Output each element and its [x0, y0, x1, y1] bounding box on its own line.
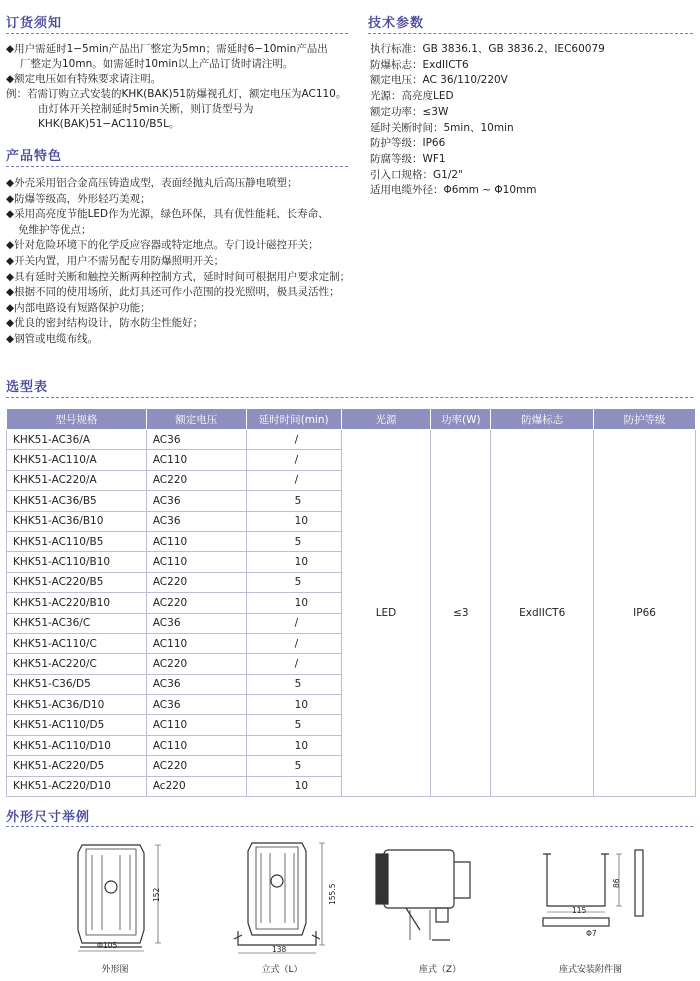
cell-delay: /: [246, 633, 341, 653]
cell-model: KHK51-AC36/B10: [7, 511, 147, 531]
tech-line: 光源：高亮度LED: [370, 90, 454, 103]
cell-delay: /: [246, 613, 341, 633]
ordering-line: 例：若需订购立式安装的KHK(BAK)51防爆视孔灯，额定电压为AC110。: [6, 88, 347, 100]
upright-drawing: [230, 835, 340, 960]
upright-caption: 立式（L）: [261, 965, 303, 975]
mount-height-label: 86: [612, 878, 621, 888]
tech-line: 适用电缆外径：Φ6mm ~ Φ10mm: [370, 184, 537, 197]
tech-divider: [368, 33, 693, 34]
cell-delay: /: [246, 430, 341, 450]
cell-voltage: AC110: [146, 450, 246, 470]
tech-line: 额定电压：AC 36/110/220V: [370, 74, 508, 87]
table-header-row: [7, 409, 696, 430]
ordering-line: ◆用户需延时1−5min产品出厂整定为5mn；需延时6−10min产品出: [6, 43, 328, 55]
ordering-divider: [6, 33, 348, 34]
tech-title: 技术参数: [368, 16, 425, 31]
tech-line: 防爆标志：ExdIICT6: [370, 58, 469, 71]
cell-voltage: AC110: [146, 531, 246, 551]
cell-delay: 5: [246, 756, 341, 776]
tech-line: 引入口规格：G1/2": [370, 168, 463, 181]
tech-line: 防腐等级：WF1: [370, 152, 446, 165]
cell-voltage: AC36: [146, 430, 246, 450]
cell-model: KHK51-AC220/A: [7, 470, 147, 490]
cell-model: KHK51-AC220/D5: [7, 756, 147, 776]
mount-width-label: 115: [572, 906, 587, 915]
ordering-line: 厂整定为10mn。如需延时10min以上产品订货时请注明。: [20, 58, 294, 70]
feature-item: ◆针对危险环境下的化学反应容器或特定地点。专门设计磁控开关；: [6, 239, 319, 252]
dimensions-divider: [6, 826, 693, 827]
cell-delay: /: [246, 654, 341, 674]
feature-item: ◆优良的密封结构设计，防水防尘性能好；: [6, 317, 204, 330]
ordering-title: 订货须知: [6, 16, 63, 31]
outline-height-label: 152: [152, 887, 161, 902]
cell-ex-mark: ExdIICT6: [491, 430, 594, 797]
features-list: [6, 176, 361, 348]
seated-drawing: [370, 840, 485, 950]
header-voltage: 额定电压: [146, 409, 246, 430]
cell-power: ≤3: [431, 430, 491, 797]
cell-model: KHK51-AC110/D5: [7, 715, 147, 735]
cell-voltage: AC36: [146, 511, 246, 531]
feature-item: ◆防爆等级高，外形轻巧美观；: [6, 192, 151, 205]
outline-width-label: Φ105: [97, 941, 118, 950]
mount-accessory-drawing: [535, 840, 675, 940]
cell-voltage: AC220: [146, 593, 246, 613]
cell-delay: /: [246, 470, 341, 490]
header-ex-mark: 防爆标志: [491, 409, 594, 430]
cell-model: KHK51-AC36/B5: [7, 491, 147, 511]
cell-delay: 10: [246, 552, 341, 572]
selection-divider: [6, 397, 693, 398]
cell-voltage: AC110: [146, 715, 246, 735]
cell-model: KHK51-AC220/B10: [7, 593, 147, 613]
tech-line: 执行标准：GB 3836.1、GB 3836.2、IEC60079: [370, 43, 605, 55]
upright-height-label: 155.5: [328, 883, 337, 905]
cell-model: KHK51-AC110/C: [7, 633, 147, 653]
feature-item: ◆具有延时关断和触控关断两种控制方式，延时时间可根据用户要求定制；: [6, 270, 351, 283]
cell-voltage: AC220: [146, 470, 246, 490]
cell-delay: 5: [246, 572, 341, 592]
selection-title: 选型表: [6, 380, 49, 395]
mount-caption: 座式安装附件图: [558, 965, 622, 975]
cell-model: KHK51-C36/D5: [7, 674, 147, 694]
feature-item: ◆钢管或电缆布线。: [6, 332, 99, 345]
tech-line: 额定功率：≤3W: [370, 105, 449, 118]
outline-caption: 外形图: [101, 965, 129, 975]
cell-model: KHK51-AC110/A: [7, 450, 147, 470]
feature-item: ◆内部电路设有短路保护功能；: [6, 301, 151, 314]
cell-delay: 10: [246, 776, 341, 796]
cell-model: KHK51-AC220/C: [7, 654, 147, 674]
header-power: 功率(W): [431, 409, 491, 430]
tech-line: 防护等级：IP66: [370, 137, 446, 150]
header-model: 型号规格: [7, 409, 147, 430]
feature-item: ◆外壳采用铝合金高压铸造成型，表面经抛丸后高压静电喷塑；: [6, 177, 298, 189]
tech-params: [370, 42, 690, 199]
cell-model: KHK51-AC220/B5: [7, 572, 147, 592]
cell-voltage: AC36: [146, 491, 246, 511]
cell-light: LED: [341, 430, 431, 797]
dimensions-title: 外形尺寸举例: [6, 810, 91, 825]
cell-voltage: AC220: [146, 654, 246, 674]
cell-delay: 5: [246, 674, 341, 694]
cell-delay: 10: [246, 593, 341, 613]
cell-voltage: AC36: [146, 695, 246, 715]
ordering-line: 由灯体开关控制延时5min关断，则订货型号为KHK(BAK)51−AC110/B5L。: [38, 103, 254, 130]
upright-width-label: 138: [272, 945, 287, 954]
cell-delay: 5: [246, 715, 341, 735]
cell-delay: 10: [246, 511, 341, 531]
cell-model: KHK51-AC110/B5: [7, 531, 147, 551]
header-ip: 防护等级: [594, 409, 696, 430]
cell-model: KHK51-AC110/B10: [7, 552, 147, 572]
cell-voltage: AC110: [146, 552, 246, 572]
cell-voltage: AC220: [146, 756, 246, 776]
header-light: 光源: [341, 409, 431, 430]
cell-ip: IP66: [594, 430, 696, 797]
feature-item: ◆根据不同的使用场所，此灯具还可作小范围的投光照明，极具灵活性；: [6, 286, 340, 299]
feature-item: ◆开关内置，用户不需另配专用防爆照明开关；: [6, 254, 225, 267]
cell-delay: 5: [246, 531, 341, 551]
cell-delay: /: [246, 450, 341, 470]
features-divider: [6, 166, 348, 167]
cell-model: KHK51-AC36/C: [7, 613, 147, 633]
cell-voltage: Ac220: [146, 776, 246, 796]
features-title: 产品特色: [6, 149, 63, 164]
mount-hole-label: Φ7: [586, 929, 597, 938]
cell-voltage: AC220: [146, 572, 246, 592]
outline-drawing: [60, 835, 180, 955]
header-delay: 延时时间(min): [246, 409, 341, 430]
feature-item: ◆采用高亮度节能LED作为光源，绿色环保，具有优性能耗、长寿命、: [6, 208, 329, 221]
ordering-notes: [6, 42, 351, 132]
cell-voltage: AC36: [146, 674, 246, 694]
cell-voltage: AC110: [146, 633, 246, 653]
cell-delay: 5: [246, 491, 341, 511]
cell-model: KHK51-AC220/D10: [7, 776, 147, 796]
cell-model: KHK51-AC36/D10: [7, 695, 147, 715]
selection-table: [6, 408, 696, 797]
ordering-line: ◆额定电压如有特殊要求请注明。: [6, 73, 162, 85]
table-row: [7, 430, 696, 450]
feature-item: 免维护等优点；: [18, 223, 92, 236]
cell-voltage: AC110: [146, 735, 246, 755]
cell-model: KHK51-AC36/A: [7, 430, 147, 450]
seated-caption: 座式（Z）: [418, 965, 462, 975]
cell-delay: 10: [246, 695, 341, 715]
tech-line: 延时关断时间：5min、10min: [370, 121, 514, 134]
cell-delay: 10: [246, 735, 341, 755]
cell-voltage: AC36: [146, 613, 246, 633]
cell-model: KHK51-AC110/D10: [7, 735, 147, 755]
